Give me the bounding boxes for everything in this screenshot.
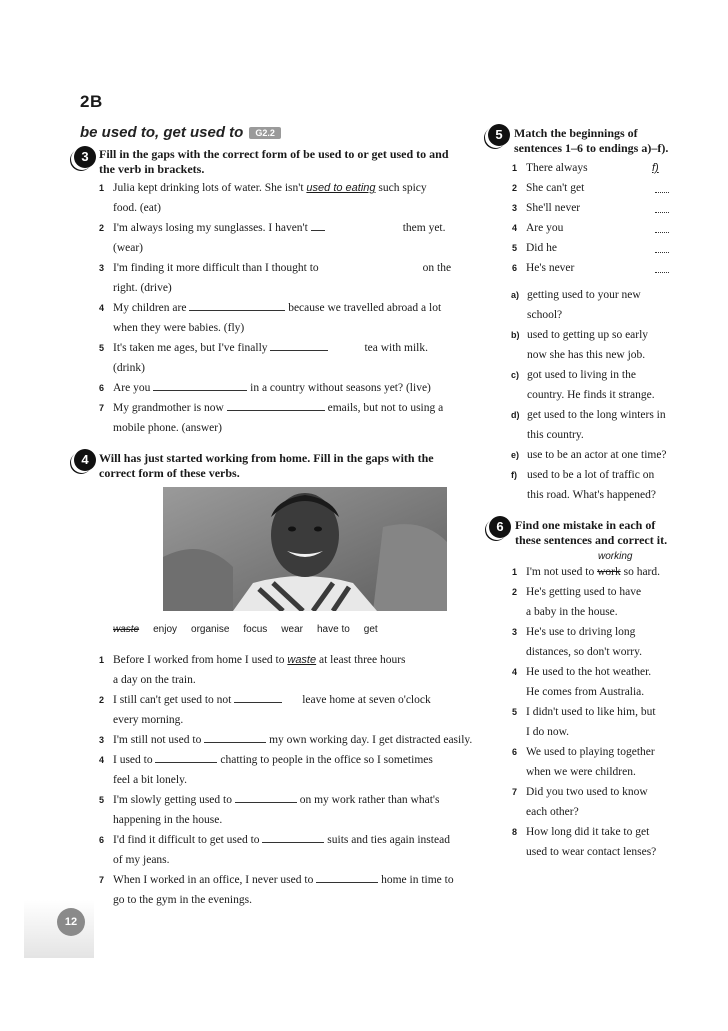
item-text: Are you <box>526 222 564 234</box>
item-text: chatting to people in the office so I sometimes <box>220 754 433 766</box>
item-text: I used to <box>113 754 153 766</box>
item-text: Are you <box>113 382 151 394</box>
item-number: 6 <box>99 835 105 845</box>
item-text: I do now. <box>526 726 570 738</box>
answer-gap[interactable] <box>655 242 669 253</box>
answer-gap[interactable] <box>227 400 325 411</box>
photo-illustration <box>163 487 447 611</box>
ex5-ending-c <box>511 365 691 385</box>
ex5-beginning-1 <box>512 158 682 178</box>
item-number: 2 <box>99 223 105 233</box>
item-text: in a country without seasons yet? (live) <box>250 382 431 394</box>
item-letter: e) <box>511 450 520 460</box>
item-text: It's taken me ages, but I've finally <box>113 342 268 354</box>
ex6-item-6 <box>512 742 702 762</box>
instruction-line: correct form of these verbs. <box>99 466 240 480</box>
item-text: I still can't get used to not <box>113 694 232 706</box>
item-text: use to be an actor at one time? <box>527 449 667 461</box>
ex4-item-6 <box>99 830 499 850</box>
item-text: He's never <box>526 262 575 274</box>
item-text: Before I worked from home I used to <box>113 654 285 666</box>
instruction-line: sentences 1–6 to endings a)–f). <box>514 141 669 155</box>
item-text: at least three hours <box>319 654 406 666</box>
ex5-ending-d <box>511 405 691 425</box>
ex6-item-5 <box>512 702 702 722</box>
word-bank-item: have to <box>316 624 350 635</box>
item-text: I'd find it difficult to get used to <box>113 834 260 846</box>
ex5-beginning-3 <box>512 198 682 218</box>
item-text: He used to the hot weather. <box>526 666 652 678</box>
ex5-ending-f <box>511 465 691 485</box>
item-text: this country. <box>527 429 584 441</box>
item-number: 6 <box>99 383 105 393</box>
item-text: food. (eat) <box>113 202 161 214</box>
item-text: tea with milk. <box>364 342 428 354</box>
item-number: 3 <box>512 203 518 213</box>
item-number: 8 <box>512 827 518 837</box>
item-number: 4 <box>99 303 105 313</box>
exercise-3-instruction <box>99 147 449 177</box>
item-text: My grandmother is now <box>113 402 224 414</box>
instruction-line: Fill in the gaps with the correct form of be used to or get used to and <box>99 147 449 161</box>
item-text: right. (drive) <box>113 282 172 294</box>
handwritten-correction: working <box>598 551 633 562</box>
item-text: feel a bit lonely. <box>113 774 187 786</box>
struck-word: work <box>597 566 621 578</box>
exercise-5-endings <box>511 285 691 505</box>
item-text: I'm always losing my sunglasses. I haven't <box>113 222 308 234</box>
ex4-item-4 <box>99 750 499 770</box>
exercise-4-items <box>99 650 499 910</box>
ex5-ending-b <box>511 325 691 345</box>
ex4-item-7 <box>99 870 499 890</box>
item-text: them yet. <box>402 222 446 234</box>
item-text: Julia kept drinking lots of water. She isn't <box>113 182 304 194</box>
item-number: 1 <box>99 183 105 193</box>
item-text: I'm slowly getting used to <box>113 794 232 806</box>
answer-gap[interactable] <box>234 692 282 703</box>
item-text: mobile phone. (answer) <box>113 422 222 434</box>
man-photo <box>163 487 447 611</box>
topic-title <box>80 124 281 141</box>
ex3-item-7 <box>99 398 479 418</box>
ex6-item-3 <box>512 622 702 642</box>
word-bank <box>113 624 392 635</box>
item-text: country. He finds it strange. <box>527 389 655 401</box>
item-text: such spicy <box>378 182 427 194</box>
item-text: now she has this new job. <box>527 349 646 361</box>
item-number: 7 <box>99 403 105 413</box>
item-text: When I worked in an office, I never used to <box>113 874 314 886</box>
item-letter: c) <box>511 370 520 380</box>
item-number: 3 <box>99 735 105 745</box>
ex6-item-2 <box>512 582 702 602</box>
item-text: when they were babies. (fly) <box>113 322 245 334</box>
item-number: 6 <box>512 263 518 273</box>
answer-gap[interactable] <box>262 832 324 843</box>
item-text: How long did it take to get <box>526 826 650 838</box>
ex3-item-6 <box>99 378 479 398</box>
exercise-6-items <box>512 562 702 862</box>
item-number: 3 <box>99 263 105 273</box>
topic-text: be used to, get used to <box>80 124 244 141</box>
item-number: 1 <box>512 163 518 173</box>
item-text: go to the gym in the evenings. <box>113 894 252 906</box>
answer-gap[interactable] <box>655 182 669 193</box>
exercise-5-beginnings <box>512 158 682 278</box>
ex5-beginning-4 <box>512 218 682 238</box>
ex3-item-2 <box>99 218 479 238</box>
item-number: 1 <box>512 567 518 577</box>
word-bank-item: get <box>363 624 378 635</box>
item-text: each other? <box>526 806 579 818</box>
ex3-item-4 <box>99 298 479 318</box>
item-text: Did you two used to know <box>526 786 648 798</box>
item-text: happening in the house. <box>113 814 223 826</box>
ex6-item-4 <box>512 662 702 682</box>
item-number: 4 <box>512 223 518 233</box>
item-number: 2 <box>512 587 518 597</box>
word-bank-item: organise <box>191 624 230 635</box>
item-text: because we travelled abroad a lot <box>288 302 442 314</box>
item-text: get used to the long winters in <box>527 409 666 421</box>
answer-gap[interactable] <box>316 872 378 883</box>
ex3-item-5 <box>99 338 479 358</box>
item-text: I'm not used to <box>526 566 595 578</box>
item-text: when we were children. <box>526 766 636 778</box>
item-text: got used to living in the <box>527 369 636 381</box>
instruction-line: the verb in brackets. <box>99 162 205 176</box>
ex5-beginning-5 <box>512 238 682 258</box>
ex4-item-5 <box>99 790 499 810</box>
item-text: He's use to driving long <box>526 626 636 638</box>
item-text: so hard. <box>623 566 661 578</box>
exercise-6-instruction <box>515 518 667 548</box>
handwritten-answer: used to eating <box>306 182 376 194</box>
item-text: suits and ties again instead <box>327 834 450 846</box>
ex6-item-8 <box>512 822 702 842</box>
item-number: 4 <box>99 755 105 765</box>
item-text: He's getting used to have <box>526 586 642 598</box>
ex3-item-3 <box>99 258 479 278</box>
answer-gap[interactable] <box>204 732 266 743</box>
item-text: There always <box>526 162 588 174</box>
item-number: 5 <box>99 795 105 805</box>
item-text: used to wear contact lenses? <box>526 846 657 858</box>
item-text: I'm finding it more difficult than I thought to <box>113 262 319 274</box>
item-number: 3 <box>512 627 518 637</box>
ex4-item-3 <box>99 730 499 750</box>
item-text: (drink) <box>113 362 145 374</box>
item-text: My children are <box>113 302 187 314</box>
answer-gap[interactable] <box>155 752 217 763</box>
item-text: getting used to your new <box>527 289 641 301</box>
item-text: this road. What's happened? <box>527 489 656 501</box>
item-number: 2 <box>99 695 105 705</box>
instruction-line: Will has just started working from home. Fill in the gaps with the <box>99 451 434 465</box>
word-bank-item: wear <box>281 624 303 635</box>
item-text: leave home at seven o'clock <box>302 694 431 706</box>
item-text: used to be a lot of traffic on <box>527 469 655 481</box>
item-number: 7 <box>99 875 105 885</box>
item-text: my own working day. I get distracted easily. <box>269 734 473 746</box>
exercise-6-number-icon: 6 <box>489 516 511 538</box>
item-text: school? <box>527 309 563 321</box>
word-bank-item: focus <box>243 624 268 635</box>
item-number: 4 <box>512 667 518 677</box>
item-text: every morning. <box>113 714 184 726</box>
exercise-4-number-icon: 4 <box>74 449 96 471</box>
item-text: a baby in the house. <box>526 606 618 618</box>
answer-gap[interactable] <box>655 262 669 273</box>
item-letter: f) <box>511 470 517 480</box>
ex5-ending-e <box>511 445 691 465</box>
answer-gap[interactable] <box>235 792 297 803</box>
answer-gap[interactable] <box>189 300 285 311</box>
exercise-4-instruction <box>99 451 434 481</box>
answer-gap[interactable] <box>153 380 247 391</box>
answer-gap[interactable] <box>655 202 669 213</box>
item-text: She can't get <box>526 182 585 194</box>
exercise-3-items <box>99 178 479 438</box>
item-text: I'm still not used to <box>113 734 202 746</box>
item-text: Did he <box>526 242 557 254</box>
ex6-item-1 <box>512 562 702 582</box>
ex3-item-1 <box>99 178 479 198</box>
ex5-beginning-2 <box>512 178 682 198</box>
item-number: 1 <box>99 655 105 665</box>
handwritten-answer: waste <box>287 654 317 666</box>
ex4-item-1 <box>99 650 499 670</box>
ex4-item-2 <box>99 690 499 710</box>
ex5-beginning-6 <box>512 258 682 278</box>
ex5-ending-a <box>511 285 691 305</box>
item-number: 6 <box>512 747 518 757</box>
item-letter: d) <box>511 410 520 420</box>
exercise-3-number-icon: 3 <box>74 146 96 168</box>
answer-gap[interactable] <box>270 340 328 351</box>
item-text: a day on the train. <box>113 674 196 686</box>
item-text: She'll never <box>526 202 581 214</box>
item-text: distances, so don't worry. <box>526 646 642 658</box>
answer-gap[interactable] <box>655 222 669 233</box>
item-text: He comes from Australia. <box>526 686 645 698</box>
page-number-badge: 12 <box>57 908 85 936</box>
item-text: of my jeans. <box>113 854 170 866</box>
exercise-5-instruction <box>514 126 668 156</box>
item-number: 7 <box>512 787 518 797</box>
instruction-line: these sentences and correct it. <box>515 533 668 547</box>
instruction-line: Find one mistake in each of <box>515 518 656 532</box>
item-number: 2 <box>512 183 518 193</box>
ex6-item-7 <box>512 782 702 802</box>
item-text: on the <box>422 262 452 274</box>
item-number: 5 <box>512 243 518 253</box>
handwritten-answer: f) <box>652 162 659 174</box>
grammar-badge: G2.2 <box>249 127 281 139</box>
item-text: emails, but not to using a <box>327 402 444 414</box>
word-bank-item: enjoy <box>153 624 178 635</box>
item-text: I didn't used to like him, but <box>526 706 656 718</box>
word-bank-item: waste <box>113 624 140 635</box>
unit-label: 2B <box>80 92 103 111</box>
item-text: used to getting up so early <box>527 329 649 341</box>
item-text: home in time to <box>381 874 454 886</box>
item-text: on my work rather than what's <box>299 794 440 806</box>
item-text: (wear) <box>113 242 144 254</box>
item-number: 5 <box>99 343 105 353</box>
answer-gap[interactable] <box>311 220 325 231</box>
item-letter: b) <box>511 330 520 340</box>
instruction-line: Match the beginnings of <box>514 126 638 140</box>
exercise-5-number-icon: 5 <box>488 124 510 146</box>
item-number: 5 <box>512 707 518 717</box>
item-letter: a) <box>511 290 520 300</box>
item-text: We used to playing together <box>526 746 655 758</box>
